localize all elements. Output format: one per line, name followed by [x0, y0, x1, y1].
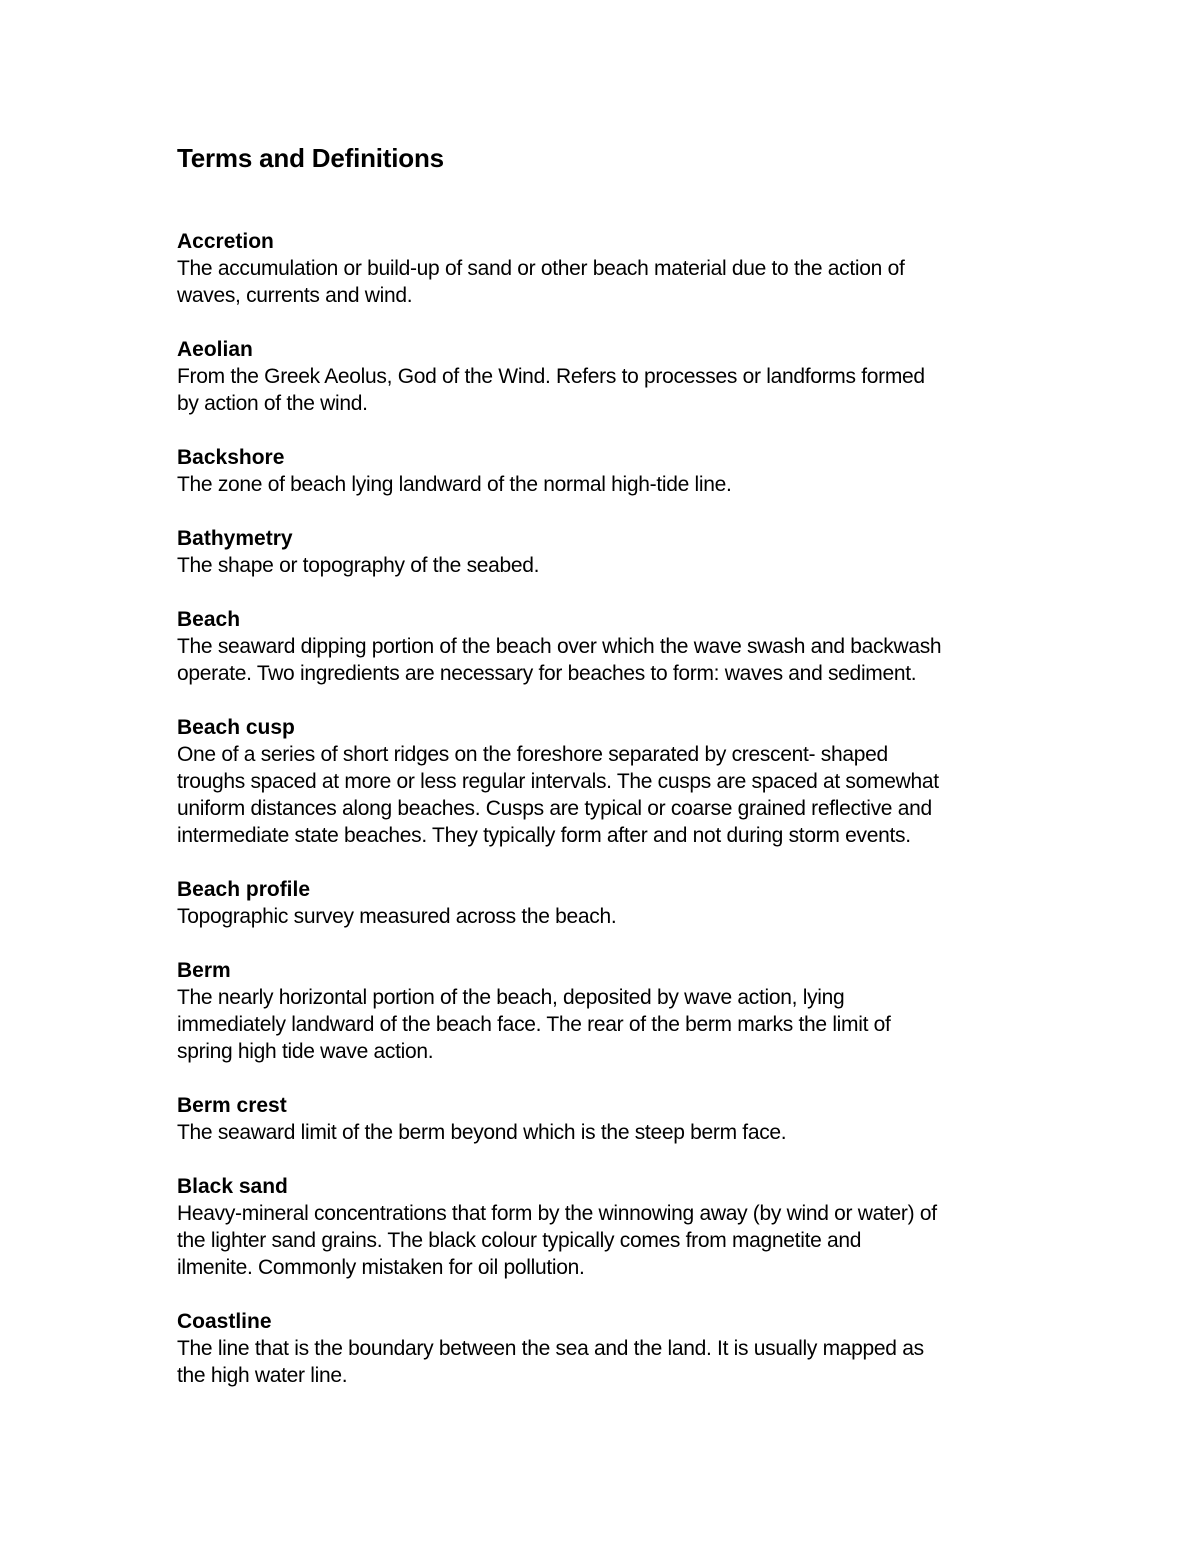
- glossary-entry: [177, 228, 1037, 309]
- definition-line: The seaward limit of the berm beyond which is the steep berm face.: [177, 1121, 787, 1144]
- term-heading: Beach profile: [177, 878, 311, 901]
- glossary-entry: [177, 1308, 1037, 1389]
- glossary-entry: [177, 336, 1037, 417]
- definition-line: The seaward dipping portion of the beach over which the wave swash and backwash: [177, 635, 942, 658]
- term-definition: [177, 363, 1037, 417]
- term-heading: Beach: [177, 608, 241, 631]
- definition-line: Topographic survey measured across the beach.: [177, 905, 617, 928]
- glossary-entry: [177, 876, 1037, 930]
- term-heading: Black sand: [177, 1175, 288, 1198]
- definition-line: Heavy-mineral concentrations that form by the winnowing away (by wind or water) of: [177, 1202, 937, 1225]
- definition-line: The accumulation or build-up of sand or other beach material due to the action of: [177, 257, 905, 280]
- glossary-entry: [177, 714, 1037, 849]
- term-definition: [177, 471, 1037, 498]
- term-heading: Berm crest: [177, 1094, 287, 1117]
- term-definition: [177, 1335, 1037, 1389]
- term-definition: [177, 255, 1037, 309]
- term-heading: Aeolian: [177, 338, 253, 361]
- term-definition: [177, 1119, 1037, 1146]
- term-heading: Backshore: [177, 446, 285, 469]
- definition-line: The zone of beach lying landward of the normal high-tide line.: [177, 473, 732, 496]
- term-definition: [177, 903, 1037, 930]
- definition-line: From the Greek Aeolus, God of the Wind. Refers to processes or landforms formed: [177, 365, 925, 388]
- definition-line: spring high tide wave action.: [177, 1040, 434, 1063]
- glossary-entry: [177, 606, 1037, 687]
- definition-line: uniform distances along beaches. Cusps are typical or coarse grained reflective and: [177, 797, 932, 820]
- term-heading: Beach cusp: [177, 716, 295, 739]
- definition-line: intermediate state beaches. They typically form after and not during storm events.: [177, 824, 911, 847]
- term-definition: [177, 1200, 1037, 1281]
- definition-line: the lighter sand grains. The black colour typically comes from magnetite and: [177, 1229, 862, 1252]
- definition-line: immediately landward of the beach face. The rear of the berm marks the limit of: [177, 1013, 891, 1036]
- glossary-entry: [177, 957, 1037, 1065]
- document-page: [177, 140, 1037, 1416]
- definition-line: the high water line.: [177, 1364, 348, 1387]
- definition-line: operate. Two ingredients are necessary for beaches to form: waves and sediment.: [177, 662, 917, 685]
- glossary-entry: [177, 525, 1037, 579]
- term-heading: Coastline: [177, 1310, 272, 1333]
- glossary-entry: [177, 1173, 1037, 1281]
- term-definition: [177, 984, 1037, 1065]
- page-title: Terms and Definitions: [177, 143, 444, 173]
- term-definition: [177, 741, 1037, 849]
- glossary-list: [177, 228, 1037, 1389]
- glossary-entry: [177, 444, 1037, 498]
- definition-line: troughs spaced at more or less regular intervals. The cusps are spaced at somewhat: [177, 770, 939, 793]
- definition-line: One of a series of short ridges on the foreshore separated by crescent- shaped: [177, 743, 888, 766]
- term-definition: [177, 552, 1037, 579]
- definition-line: ilmenite. Commonly mistaken for oil pollution.: [177, 1256, 585, 1279]
- term-heading: Berm: [177, 959, 231, 982]
- definition-line: The nearly horizontal portion of the beach, deposited by wave action, lying: [177, 986, 845, 1009]
- term-definition: [177, 633, 1037, 687]
- definition-line: The shape or topography of the seabed.: [177, 554, 540, 577]
- definition-line: The line that is the boundary between the sea and the land. It is usually mapped as: [177, 1337, 924, 1360]
- term-heading: Accretion: [177, 230, 274, 253]
- glossary-entry: [177, 1092, 1037, 1146]
- term-heading: Bathymetry: [177, 527, 293, 550]
- definition-line: by action of the wind.: [177, 392, 368, 415]
- definition-line: waves, currents and wind.: [177, 284, 413, 307]
